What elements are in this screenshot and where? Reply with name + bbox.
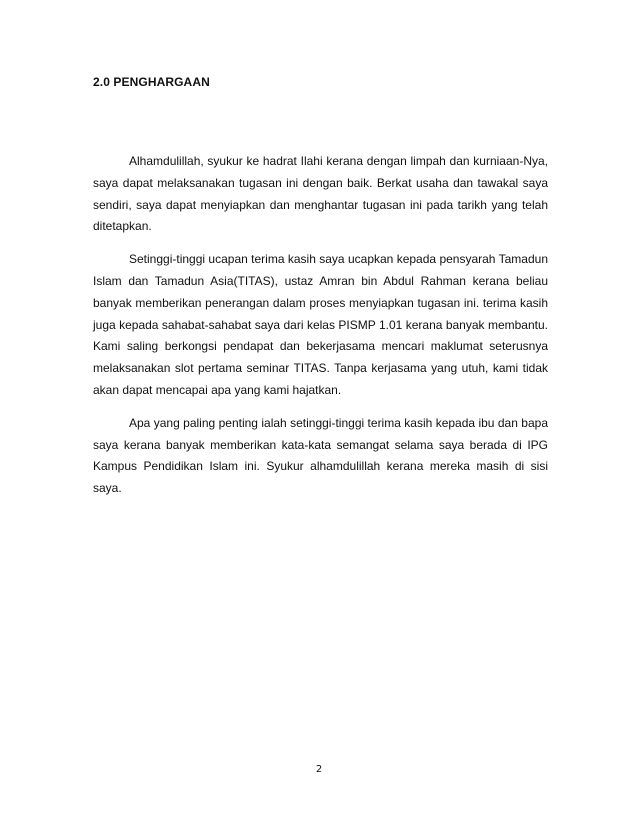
paragraph-3: Apa yang paling penting ialah setinggi-tinggi terima kasih kepada ibu dan bapa saya kerana banyak memberikan kata-kata semangat selama saya berada di IPG Kampus Pendidikan Islam ini. Syukur alhamdulillah kerana mereka masih di sisi saya.: [93, 415, 548, 496]
paragraph-2: Setinggi-tinggi ucapan terima kasih saya ucapkan kepada pensyarah Tamadun Islam dan Tamadun Asia(TITAS), ustaz Amran bin Abdul Rahman kerana beliau banyak memberikan penerangan dalam proses menyiapkan tugasan ini. terima kasih juga kepada sahabat-sahabat saya dari kelas PISMP 1.01 kerana banyak membantu. Kami saling berkongsi pendapat dan bekerjasama mencari maklumat seterusnya melaksanakan slot pertama seminar TITAS. Tanpa kerjasama yang utuh, kami tidak akan dapat mencapai apa yang kami hajatkan.: [93, 252, 548, 397]
page-number: 2: [315, 764, 323, 775]
section-heading: 2.0 PENGHARGAAN: [93, 75, 210, 89]
body-text: [93, 151, 548, 511]
paragraph-1: Alhamdulillah, syukur ke hadrat Ilahi kerana dengan limpah dan kurniaan-Nya, saya dapat melaksanakan tugasan ini dengan baik. Berkat usaha dan tawakal saya sendiri, saya dapat menyiapkan dan menghantar tugasan ini pada tarikh yang telah ditetapkan.: [93, 154, 548, 234]
